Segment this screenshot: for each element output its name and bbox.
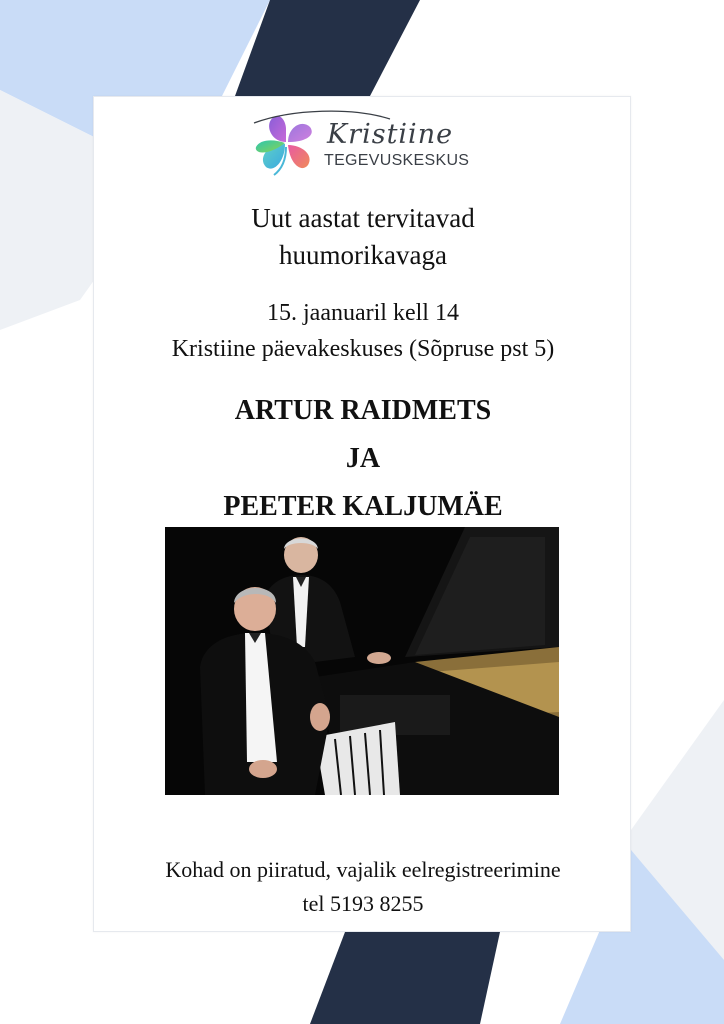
- kristiine-logo: [252, 107, 470, 179]
- logo-subtitle: TEGEVUSKESKUS: [324, 152, 470, 169]
- performer-1: ARTUR RAIDMETS: [234, 395, 492, 426]
- headline: [94, 200, 632, 274]
- headline-line-2: huumorikavaga: [279, 240, 447, 270]
- event-date-time: 15. jaanuaril kell 14: [267, 300, 459, 326]
- performers-photo: [165, 527, 559, 795]
- registration-note: Kohad on piiratud, vajalik eelregistreerimine: [165, 857, 561, 882]
- performers: [94, 387, 632, 531]
- event-location: Kristiine päevakeskuses (Sõpruse pst 5): [171, 336, 555, 362]
- performer-2: PEETER KALJUMÄE: [223, 491, 503, 522]
- headline-line-1: Uut aastat tervitavad: [251, 203, 475, 233]
- phone-number: tel 5193 8255: [302, 891, 424, 916]
- event-poster-card: [93, 96, 631, 932]
- logo-name: Kristiine: [327, 119, 454, 150]
- performers-conjunction: JA: [345, 443, 381, 474]
